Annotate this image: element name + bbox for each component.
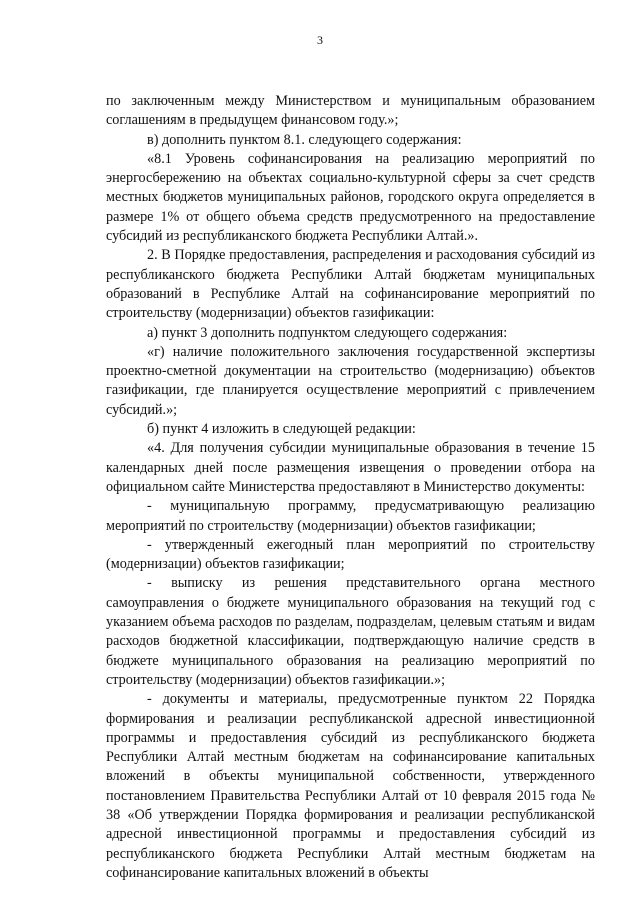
paragraph-subitem-g: «г) наличие положительного заключения государственной экспертизы проектно-сметной документации на строительство (модернизацию) объектов газификации, где планируется осуществление мероприятий с привлечением субсидий.»; — [106, 343, 595, 418]
page-number: 3 — [317, 33, 323, 47]
list-item-annual-plan: - утвержденный ежегодный план мероприятий по строительству (модернизации) объектов газификации; — [106, 536, 595, 573]
paragraph-clause-4: «4. Для получения субсидии муниципальные образования в течение 15 календарных дней после размещения извещения о проведении отбора на официальном сайте Министерства предоставляют в Министерство документы: — [106, 440, 595, 495]
list-item-program: - муниципальную программу, предусматривающую реализацию мероприятий по строительству (модернизации) объектов газификации; — [106, 498, 595, 534]
paragraph-section-2: 2. В Порядке предоставления, распределения и расходования субсидий из республиканского бюджета Республики Алтай бюджетам муниципальных образований в Республике Алтай на софинансирование мероприятий по строительству (модернизации) объектов газификации: — [106, 247, 595, 322]
paragraph-item-a: а) пункт 3 дополнить подпунктом следующего содержания: — [147, 324, 508, 341]
list-item-budget-extract: - выписку из решения представительного органа местного самоуправления о бюджете муниципального образования на текущий год с указанием объема расходов по разделам, подразделам, целевым статьям и видам расходов бюджетной классификации, подтверждающую наличие средств в бюджете муниципального образования на реализацию мероприятий по строительству (модернизации) объектов газификации.»; — [106, 575, 595, 688]
paragraph-item-v: в) дополнить пунктом 8.1. следующего содержания: — [147, 131, 462, 148]
paragraph-clause-8-1: «8.1 Уровень софинансирования на реализацию мероприятий по энергосбережению на объектах социально-культурной сферы за счет средств местных бюджетов муниципальных районов, городского округа определяется в размере 1% от общего объема средств предусмотренного на предоставление субсидий из республиканского бюджета Республики Алтай.». — [106, 150, 595, 245]
document-body — [106, 92, 595, 883]
paragraph-continuation: по заключенным между Министерством и муниципальным образованием соглашениям в предыдущем финансовом году.»; — [106, 93, 595, 129]
paragraph-item-b: б) пункт 4 изложить в следующей редакции: — [147, 421, 416, 438]
list-item-documents: - документы и материалы, предусмотренные пунктом 22 Порядка формирования и реализации республиканской адресной инвестиционной программы и предоставления субсидий из республиканского бюджета Республики Алтай местным бюджетам на софинансирование капитальных вложений в объекты муниципальной собственности, утвержденного постановлением Правительства Республики Алтай от 10 февраля 2015 года № 38 «Об утверждении Порядка формирования и реализации республиканской адресной инвестиционной программы и предоставления субсидий из республиканского бюджета Республики Алтай местным бюджетам на софинансирование капитальных вложений в объекты — [106, 691, 595, 881]
